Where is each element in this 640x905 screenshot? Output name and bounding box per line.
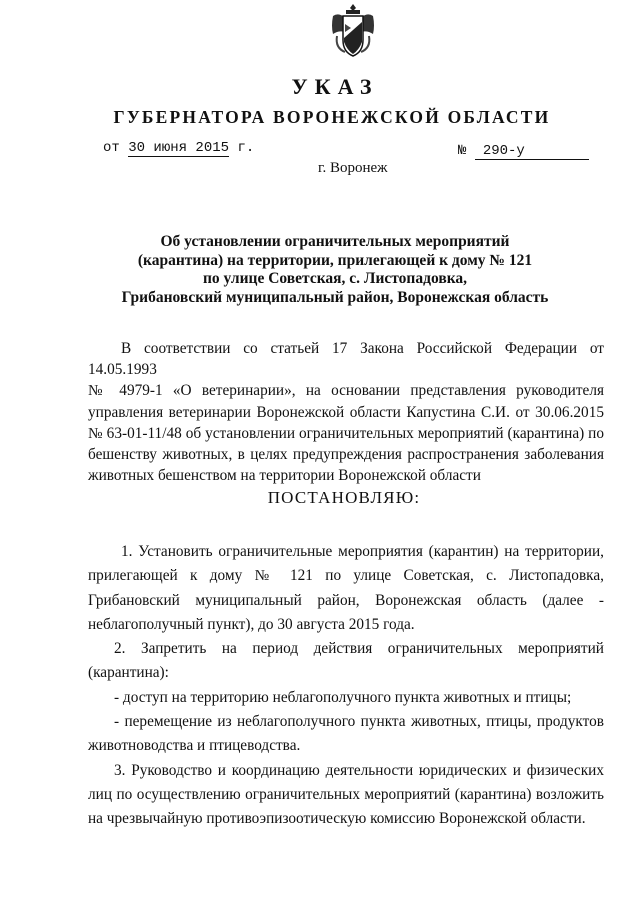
item-3-line: 3. Руководство и координацию деятельности юридических и физических (114, 761, 604, 779)
preamble-line: В соответствии со статьей 17 Закона Российской Федерации от 14.05.1993 (88, 340, 604, 379)
item-2-line: (карантина): (88, 664, 169, 682)
item-2a-line: - доступ на территорию неблагополучного пункта животных и птицы; (114, 688, 572, 706)
subject-line: Грибановский муниципальный район, Воронежская область (121, 288, 549, 306)
item-1-line: 1. Установить ограничительные мероприятия (карантин) на территории, (121, 543, 604, 560)
item-2b-line: животноводства и птицеводства. (88, 737, 301, 755)
subject-line: по улице Советская, с. Листопадовка, (202, 270, 468, 287)
preamble-paragraph (88, 338, 604, 486)
preamble-line: животных бешенством на территории Воронежской области (88, 467, 481, 485)
date-suffix: г. (237, 140, 255, 156)
city: г. Воронеж (318, 160, 388, 176)
item-3-line: лиц по осуществлению ограничительных мероприятий (карантина) возложить (88, 785, 604, 803)
number-value: 290-у (475, 143, 589, 160)
preamble-line: № 4979-1 «О ветеринарии», на основании представления руководителя (88, 382, 604, 400)
item-1-line: прилегающей к дому № 121 по улице Советская, с. Листопадовка, (88, 567, 604, 585)
decree-subject (90, 233, 580, 307)
number-prefix: № (458, 143, 467, 159)
preamble-line: № 63-01-11/48 об установлении ограничительных мероприятий (карантина) по (88, 424, 604, 442)
decree-items (88, 540, 604, 832)
decree-number (458, 143, 589, 160)
decree-title: УКАЗ (291, 74, 379, 99)
coat-of-arms-icon (329, 2, 377, 60)
issuer-title: ГУБЕРНАТОРА ВОРОНЕЖСКОЙ ОБЛАСТИ (113, 107, 551, 127)
preamble-line: управления ветеринарии Воронежской области Капустина С.И. от 30.06.2015 (88, 403, 604, 421)
resolve-heading: ПОСТАНОВЛЯЮ: (267, 488, 421, 507)
subject-line: Об установлении ограничительных мероприятий (160, 233, 510, 250)
item-1-line: Грибановский муниципальный район, Воронежская область (далее - (88, 591, 604, 609)
item-1-line: неблагополучный пункт), до 30 августа 2015 года. (88, 615, 415, 633)
date-prefix: от (103, 140, 120, 156)
item-2b-line: - перемещение из неблагополучного пункта животных, птицы, продуктов (114, 713, 604, 731)
subject-line: (карантина) на территории, прилегающей к дому № 121 (137, 251, 533, 269)
item-2-line: 2. Запретить на период действия ограничительных мероприятий (114, 640, 604, 658)
item-3-line: на чрезвычайную противоэпизоотическую комиссию Воронежской области. (88, 810, 586, 828)
preamble-line: бешенству животных, в целях предупреждения распространения заболевания (88, 446, 604, 464)
decree-date (103, 140, 254, 156)
date-value: 30 июня 2015 (128, 140, 230, 156)
